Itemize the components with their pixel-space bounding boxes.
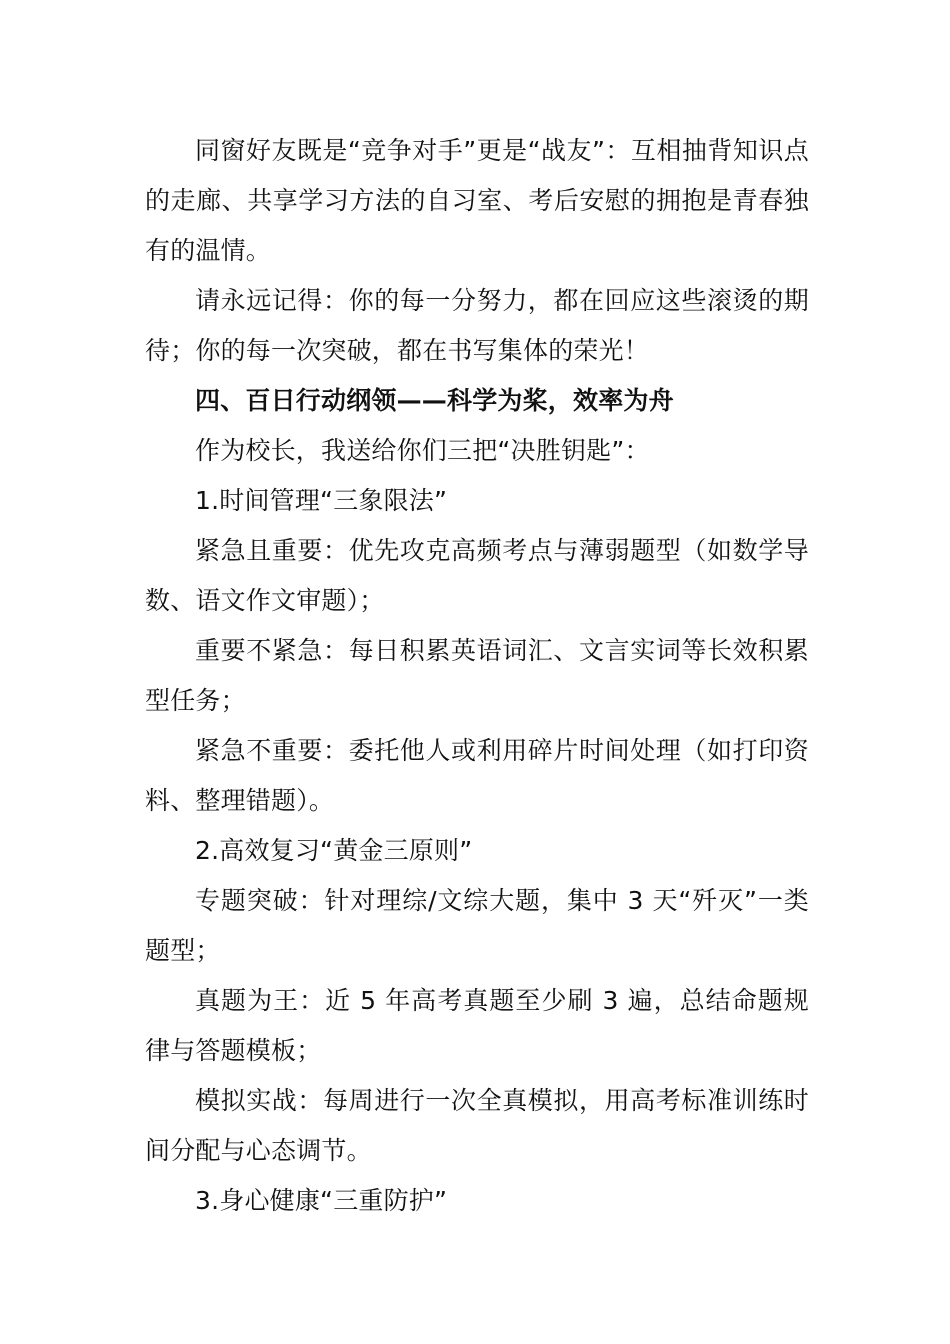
paragraph-topic-breakthrough: 专题突破：针对理综/文综大题，集中 3 天“歼灭”一类题型； <box>145 886 809 965</box>
paragraph-mock-exams: 模拟实战：每周进行一次全真模拟，用高考标准训练时间分配与心态调节。 <box>145 1086 809 1165</box>
paragraph-urgent-important: 紧急且重要：优先攻克高频考点与薄弱题型（如数学导数、语文作文审题）； <box>145 536 809 615</box>
paragraph-classmates: 同窗好友既是“竞争对手”更是“战友”：互相抽背知识点的走廊、共享学习方法的自习室、考后安慰的拥抱是青春独有的温情。 <box>145 136 809 265</box>
paragraph-urgent-not-important: 紧急不重要：委托他人或利用碎片时间处理（如打印资料、整理错题）。 <box>145 736 809 815</box>
paragraph-important-not-urgent: 重要不紧急：每日积累英语词汇、文言实词等长效积累型任务； <box>145 636 809 715</box>
subheading-review-principles: 2.高效复习“黄金三原则” <box>195 836 473 865</box>
subheading-health-protection: 3.身心健康“三重防护” <box>195 1186 448 1215</box>
subheading-time-management: 1.时间管理“三象限法” <box>195 486 448 515</box>
document-body <box>145 126 809 1226</box>
paragraph-three-keys-intro: 作为校长，我送给你们三把“决胜钥匙”： <box>195 436 650 465</box>
section-heading-action-plan: 四、百日行动纲领——科学为桨，效率为舟 <box>195 386 674 415</box>
paragraph-remember: 请永远记得：你的每一分努力，都在回应这些滚烫的期待；你的每一次突破，都在书写集体的荣光！ <box>145 286 809 365</box>
paragraph-past-papers: 真题为王：近 5 年高考真题至少刷 3 遍，总结命题规律与答题模板； <box>145 986 809 1065</box>
